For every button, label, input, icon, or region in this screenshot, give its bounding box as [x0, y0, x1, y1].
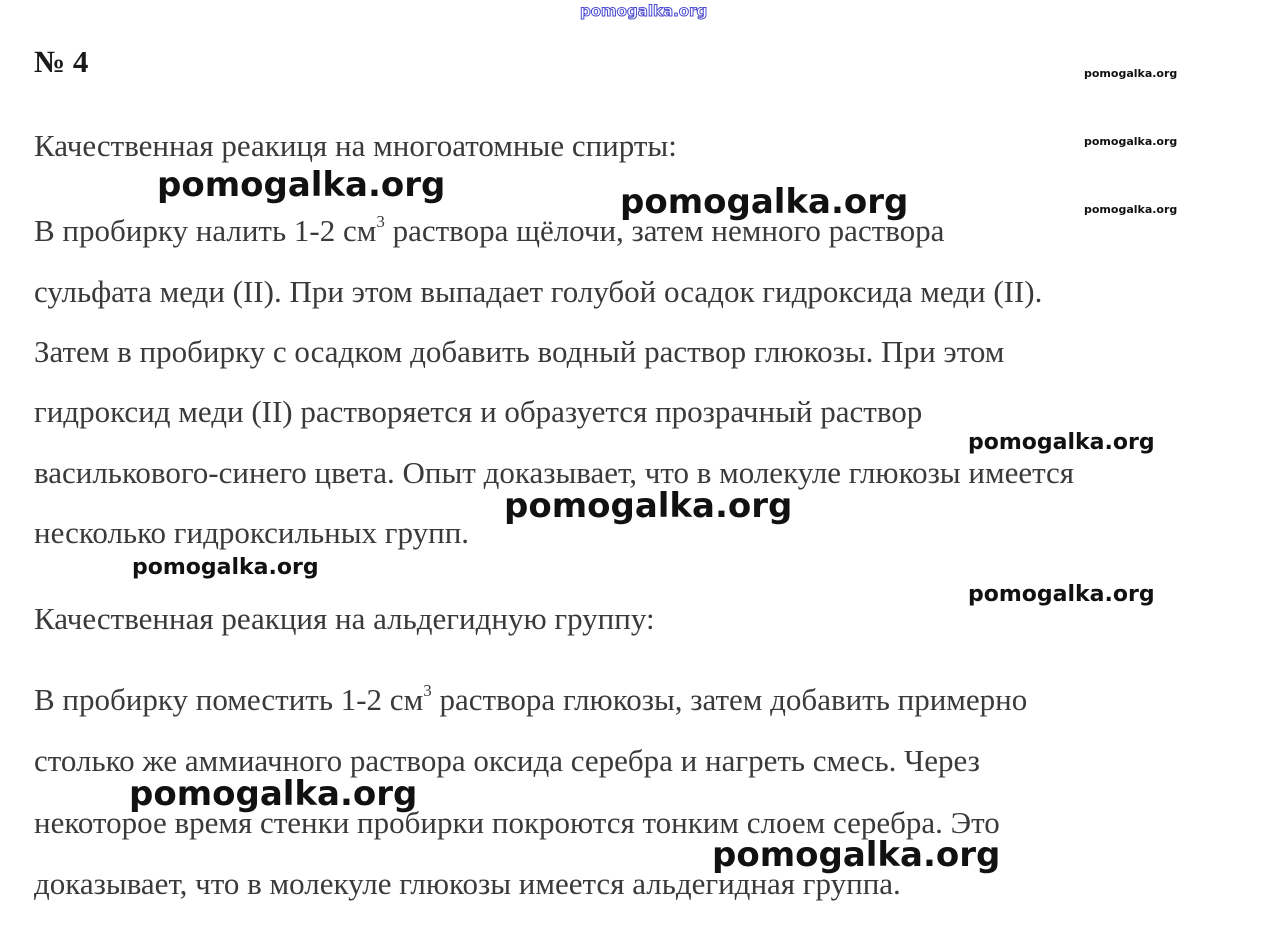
section1-line: Затем в пробирку с осадком добавить водный раствор глюкозы. При этом — [34, 334, 1005, 369]
section2-line: столько же аммиачного раствора оксида серебра и нагреть смесь. Через — [34, 743, 980, 778]
watermark: pomogalka.org — [157, 165, 446, 205]
section2-line: некоторое время стенки пробирки покроются тонким слоем серебра. Это — [34, 805, 1000, 840]
section1-line1-text-end: раствора щёлочи, затем немного раствора — [384, 213, 945, 248]
watermark-small: pomogalka.org — [1084, 203, 1178, 216]
section2-line1-text-end: раствора глюкозы, затем добавить примерно — [431, 682, 1028, 717]
section1-line: василькового-синего цвета. Опыт доказывает, что в молекуле глюкозы имеется — [34, 455, 1075, 490]
section1-line1-text: В пробирку налить 1-2 см — [34, 213, 377, 248]
section1-heading: Качественная реакиця на многоатомные спирты: — [34, 128, 677, 163]
task-number: № 4 — [34, 44, 89, 79]
watermark: pomogalka.org — [504, 486, 793, 526]
superscript: 3 — [376, 212, 385, 231]
watermark-top: pomogalka.org — [580, 2, 708, 20]
section2-line: доказывает, что в молекуле глюкозы имеется альдегидная группа. — [34, 866, 901, 901]
watermark: pomogalka.org — [132, 555, 319, 580]
section2-heading: Качественная реакция на альдегидную группу: — [34, 601, 655, 636]
watermark: pomogalka.org — [968, 430, 1155, 455]
section1-line: гидроксид меди (II) растворяется и образуется прозрачный раствор — [34, 394, 923, 429]
watermark-small: pomogalka.org — [1084, 67, 1178, 80]
section1-line: несколько гидроксильных групп. — [34, 515, 470, 550]
watermark: pomogalka.org — [620, 182, 909, 222]
section2-line1-text: В пробирку поместить 1-2 см — [34, 682, 424, 717]
section1-line: сульфата меди (II). При этом выпадает голубой осадок гидроксида меди (II). — [34, 274, 1043, 309]
watermark: pomogalka.org — [712, 835, 1001, 875]
watermark: pomogalka.org — [968, 582, 1155, 607]
watermark: pomogalka.org — [129, 774, 418, 814]
section2-line — [34, 682, 1027, 723]
watermark-small: pomogalka.org — [1084, 135, 1178, 148]
superscript: 3 — [423, 681, 432, 700]
